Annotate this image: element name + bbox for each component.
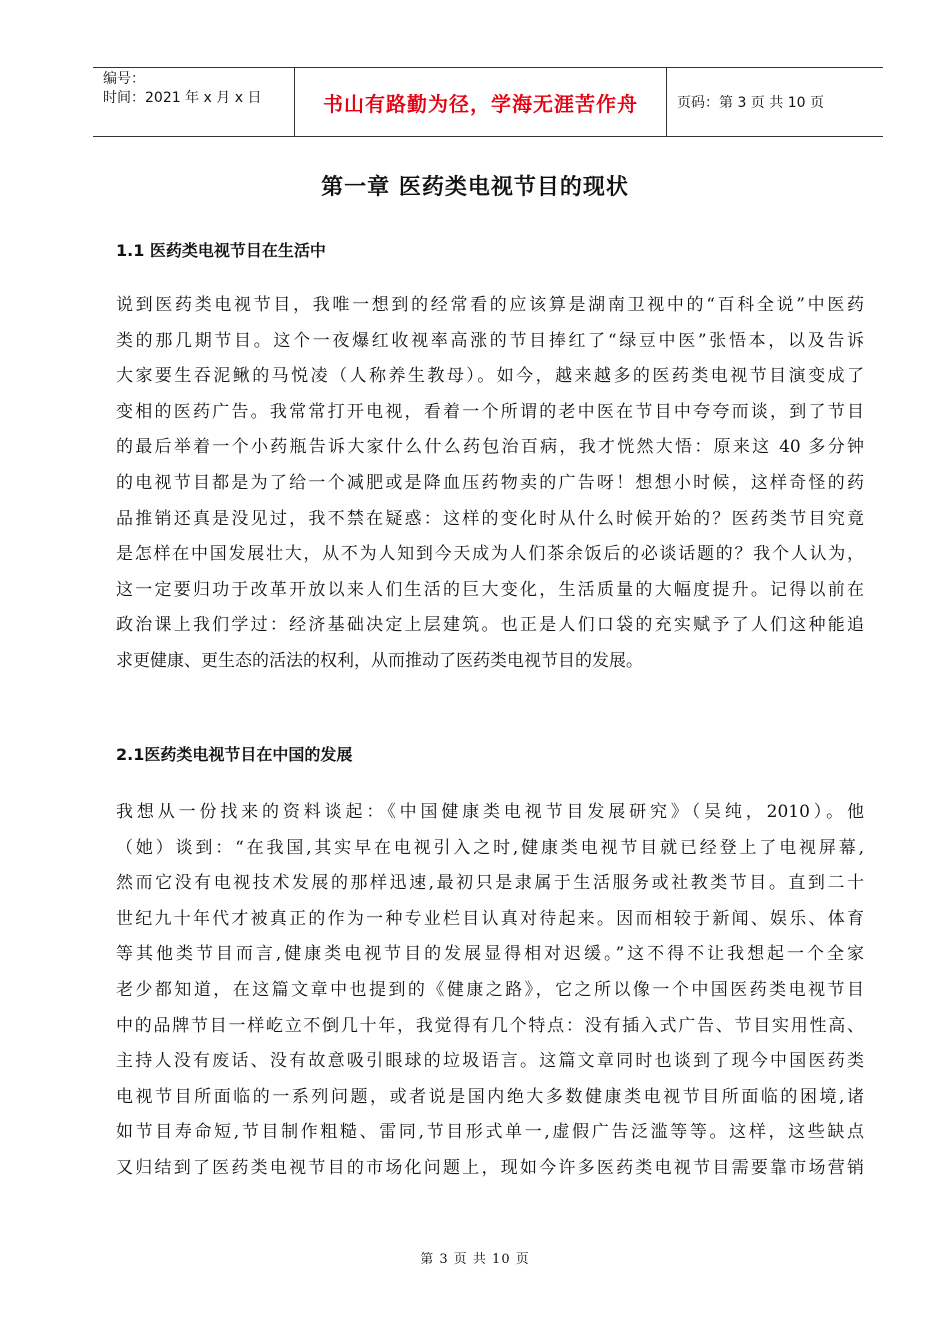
paragraph-line: 老少都知道，在这篇文章中也提到的《健康之路》，它之所以像一个中国医药类电视节目 <box>116 979 864 1000</box>
paragraph-line: 然而它没有电视技术发展的那样迅速,最初只是隶属于生活服务或社教类节目。直到二十 <box>116 873 864 894</box>
header-motto: 书山有路勤为径，学海无涯苦作舟 <box>295 68 667 136</box>
paragraph-line: 这一定要归功于改革开放以来人们生活的巨大变化，生活质量的大幅度提升。记得以前在 <box>116 579 864 600</box>
section-title-2: 2.1医药类电视节目在中国的发展 <box>116 745 353 764</box>
paragraph-line: 说到医药类电视节目，我唯一想到的经常看的应该算是湖南卫视中的“百科全说”中医药 <box>116 295 864 315</box>
paragraph-line: 求更健康、更生态的活法的权利，从而推动了医药类电视节目的发展。 <box>116 650 643 671</box>
paragraph-line: 政治课上我们学过：经济基础决定上层建筑。也正是人们口袋的充实赋予了人们这种能追 <box>116 615 864 636</box>
header-page-info: 页码：第 3 页 共 10 页 <box>677 95 824 111</box>
paragraph-line: 如节目寿命短,节目制作粗糙、雷同,节目形式单一,虚假广告泛滥等等。这样，这些缺点 <box>116 1122 864 1143</box>
paragraph-line: （她）谈到：“在我国,其实早在电视引入之时,健康类电视节目就已经登上了电视屏幕, <box>116 837 864 858</box>
paragraph-line: 世纪九十年代才被真正的作为一种专业栏目认真对待起来。因而相较于新闻、娱乐、体育 <box>116 908 864 929</box>
paragraph-line: 类的那几期节目。这个一夜爆红收视率高涨的节目捧红了“绿豆中医”张悟本，以及告诉 <box>116 330 864 351</box>
paragraph-line: 的最后举着一个小药瓶告诉大家什么什么药包治百病，我才恍然大悟：原来这 40 多分钟 <box>116 437 864 458</box>
page-header <box>93 67 883 137</box>
paragraph-line: 电视节目所面临的一系列问题，或者说是国内绝大多数健康类电视节目所面临的困境,诸 <box>116 1086 864 1107</box>
paragraph-line: 是怎样在中国发展壮大，从不为人知到今天成为人们茶余饭后的必谈话题的？我个人认为， <box>116 544 864 565</box>
paragraph-line: 我想从一份找来的资料谈起：《中国健康类电视节目发展研究》（吴纯，2010）。他 <box>116 802 864 822</box>
paragraph-line: 变相的医药广告。我常常打开电视，看着一个所谓的老中医在节目中夸夸而谈，到了节目 <box>116 401 864 422</box>
page-footer: 第 3 页 共 10 页 <box>420 1252 530 1267</box>
paragraph-line: 又归结到了医药类电视节目的市场化问题上，现如今许多医药类电视节目需要靠市场营销 <box>116 1157 864 1178</box>
paragraph-line: 品推销还真是没见过，我不禁在疑惑：这样的变化时从什么时候开始的？医药类节目究竟 <box>116 508 864 529</box>
section-title-1: 1.1 医药类电视节目在生活中 <box>116 241 326 260</box>
chapter-title: 第一章 医药类电视节目的现状 <box>321 175 629 200</box>
section-2-paragraph <box>116 795 864 1187</box>
paragraph-line: 等其他类节目而言,健康类电视节目的发展显得相对迟缓。”这不得不让我想起一个全家 <box>116 944 864 965</box>
paragraph-line: 大家要生吞泥鳅的马悦凌（人称养生教母）。如今，越来越多的医药类电视节目演变成了 <box>116 366 864 387</box>
time-label: 时间：2021 年 x 月 x 日 <box>103 90 262 106</box>
paragraph-line: 主持人没有废话、没有故意吸引眼球的垃圾语言。这篇文章同时也谈到了现今中国医药类 <box>116 1051 864 1072</box>
paragraph-line: 的电视节目都是为了给一个减肥或是降血压药物卖的广告呀！想想小时候，这样奇怪的药 <box>116 472 864 493</box>
paragraph-line: 中的品牌节目一样屹立不倒几十年，我觉得有几个特点：没有插入式广告、节目实用性高、 <box>116 1015 864 1036</box>
section-1-paragraph <box>116 288 864 680</box>
header-meta <box>93 68 295 136</box>
number-label: 编号： <box>103 71 145 87</box>
